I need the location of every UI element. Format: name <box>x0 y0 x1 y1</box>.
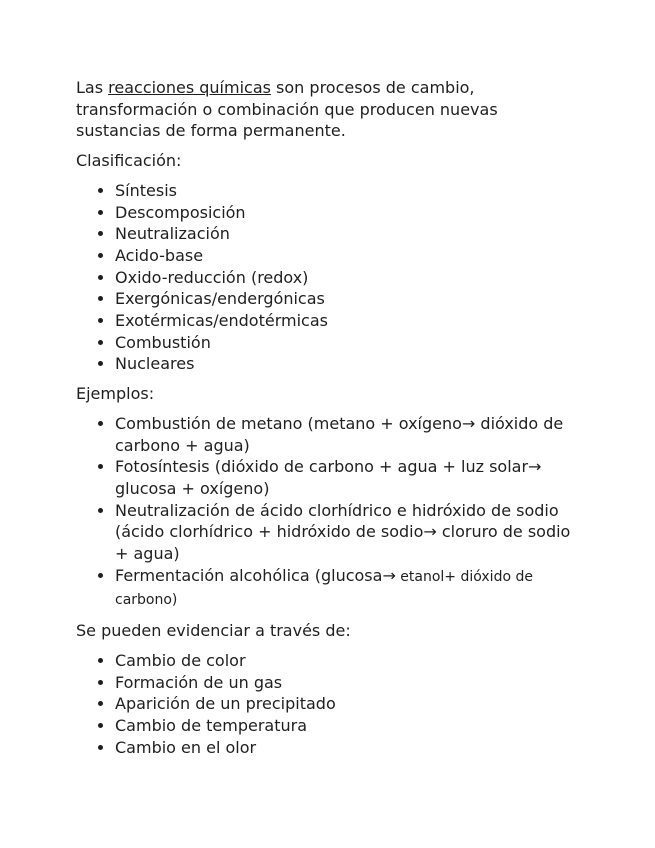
list-item: • Síntesis <box>115 180 586 202</box>
evidence-heading: Se pueden evidenciar a través de: <box>76 621 351 641</box>
classification-heading: Clasificación: <box>76 151 182 171</box>
list-item: • Aparición de un precipitado <box>115 693 586 715</box>
list-item: • Exotérmicas/endotérmicas <box>115 310 586 332</box>
arrow-icon: → <box>382 565 396 585</box>
example-text: Fotosíntesis (dióxido de carbono + agua + luz solar <box>115 457 529 477</box>
list-item: • Nucleares <box>115 353 586 375</box>
example-text: glucosa + oxígeno) <box>115 478 270 498</box>
examples-heading: Ejemplos: <box>76 384 155 404</box>
evidence-list <box>76 650 586 759</box>
list-item: • Neutralización <box>115 223 586 245</box>
list-item: • Combustión <box>115 332 586 354</box>
list-item: • Descomposición <box>115 202 586 224</box>
example-text: Neutralización de ácido clorhídrico e hidróxido de sodio (ácido clorhídrico + hidróxido de sodio <box>115 500 559 542</box>
list-item: • Exergónicas/endergónicas <box>115 288 586 310</box>
intro-suffix: son procesos de cambio, transformación o combinación que producen nuevas sustancias de forma permanente. <box>76 78 498 141</box>
example-text-small: etanol+ dióxido de carbono) <box>115 568 533 609</box>
arrow-icon: → <box>461 413 476 433</box>
arrow-icon: → <box>528 457 542 477</box>
list-item: • Cambio de temperatura <box>115 715 586 737</box>
intro-prefix: Las <box>76 78 109 97</box>
examples-list <box>76 413 586 612</box>
example-item-methane <box>115 413 586 456</box>
example-item-fermentation <box>115 565 586 612</box>
example-text: cloruro de sodio + agua) <box>115 522 571 564</box>
example-text: Combustión de metano (metano + oxígeno <box>115 413 462 433</box>
intro-paragraph <box>76 77 586 142</box>
arrow-icon: → <box>423 522 437 542</box>
list-item: • Cambio de color <box>115 650 586 672</box>
example-item-neutralization <box>115 500 586 565</box>
reacciones-quimicas-link[interactable]: reacciones químicas <box>108 78 271 97</box>
list-item: • Oxido-reducción (redox) <box>115 267 586 289</box>
document-page <box>76 77 586 766</box>
list-item: • Acido-base <box>115 245 586 267</box>
list-item: • Formación de un gas <box>115 672 586 694</box>
example-text: Fermentación alcohólica (glucosa <box>115 565 383 585</box>
list-item: • Cambio en el olor <box>115 737 586 759</box>
example-item-photosynthesis <box>115 456 586 499</box>
classification-list <box>76 180 586 375</box>
example-text: dióxido de carbono + agua) <box>115 413 564 455</box>
